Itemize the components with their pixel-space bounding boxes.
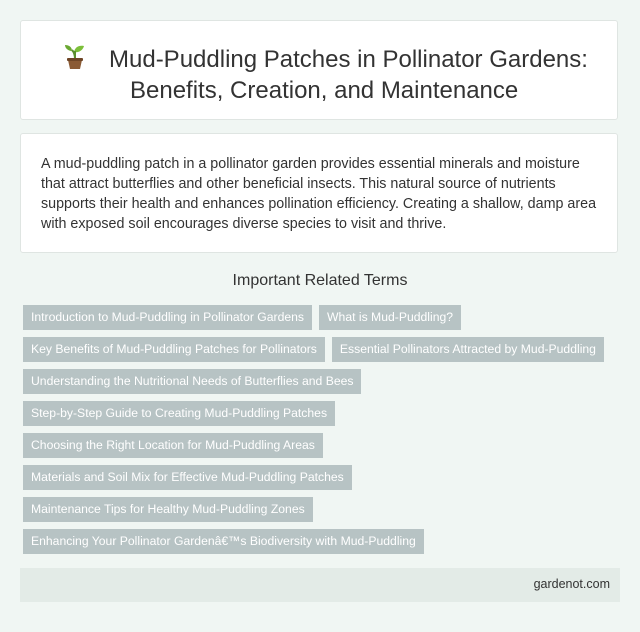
related-term-tag[interactable]: What is Mud-Puddling? [319, 305, 461, 330]
related-terms-list [23, 305, 623, 561]
related-term-tag[interactable]: Step-by-Step Guide to Creating Mud-Puddling Patches [23, 401, 335, 426]
related-term-tag[interactable]: Enhancing Your Pollinator Gardenâ€™s Biodiversity with Mud-Puddling [23, 529, 424, 554]
related-term-tag[interactable]: Essential Pollinators Attracted by Mud-Puddling [332, 337, 604, 362]
related-term-tag[interactable]: Introduction to Mud-Puddling in Pollinator Gardens [23, 305, 312, 330]
tag-row [23, 497, 623, 522]
footer-site-link[interactable]: gardenot.com [533, 577, 610, 591]
related-terms-heading: Important Related Terms [232, 272, 408, 289]
tag-row [23, 433, 623, 458]
page-title-line2: Benefits, Creation, and Maintenance [130, 77, 519, 104]
title-card [20, 20, 618, 120]
tag-row [23, 305, 623, 330]
page-title-line1: Mud-Puddling Patches in Pollinator Gardens: [109, 46, 588, 73]
seedling-icon [62, 43, 88, 71]
related-term-tag[interactable]: Key Benefits of Mud-Puddling Patches for Pollinators [23, 337, 325, 362]
page-title [108, 44, 598, 106]
related-term-tag[interactable]: Materials and Soil Mix for Effective Mud-Puddling Patches [23, 465, 352, 490]
tag-row [23, 465, 623, 490]
intro-card [20, 133, 618, 253]
tag-row [23, 337, 623, 362]
footer [20, 568, 620, 602]
tag-row [23, 401, 623, 426]
intro-paragraph: A mud-puddling patch in a pollinator garden provides essential minerals and moisture that attract butterflies and other beneficial insects. This natural source of nutrients supports their health and enhances pollination efficiency. Creating a shallow, damp area with exposed soil encourages diverse species to visit and thrive. [41, 156, 597, 232]
tag-row [23, 369, 623, 394]
related-term-tag[interactable]: Maintenance Tips for Healthy Mud-Puddling Zones [23, 497, 313, 522]
tag-row [23, 529, 623, 554]
related-term-tag[interactable]: Choosing the Right Location for Mud-Puddling Areas [23, 433, 323, 458]
related-term-tag[interactable]: Understanding the Nutritional Needs of Butterflies and Bees [23, 369, 361, 394]
